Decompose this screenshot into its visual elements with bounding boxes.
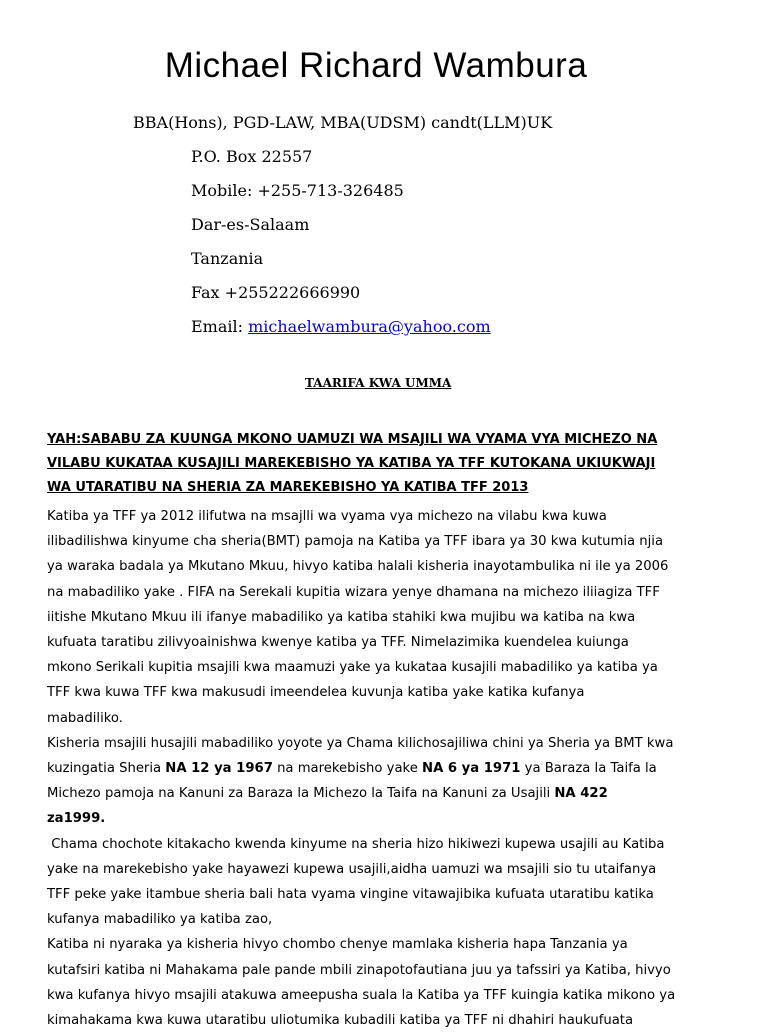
law-reference: za1999. [47,811,106,827]
text-line: Chama chochote kitakacho kwenda kinyume na sheria hizo hikiwezi kupewa usajili au Katiba [47,836,665,852]
text-line [47,806,737,831]
text-line: kufanya mabadiliko ya katiba zao, [47,912,273,928]
mobile-number: Mobile: +255-713-326485 [191,181,404,200]
qualifications: BBA(Hons), PGD-LAW, MBA(UDSM) candt(LLM)UK [133,113,553,132]
po-box: P.O. Box 22557 [191,147,313,166]
email-label: Email: [191,317,249,336]
text-line [47,756,737,781]
text-line: mkono Serikali kupitia msajili kwa maamuzi yake ya kukataa kusajili mabadiliko ya katiba ya [47,660,658,676]
text-line: ilibadilishwa kinyume cha sheria(BMT) pamoja na Katiba ya TFF ibara ya 30 kwa kutumia njia [47,534,664,550]
text-line: yake na marekebisho yake hayawezi kupewa usajili,aidha uamuzi wa msajili sio tu utaifanya [47,861,657,877]
notice-title: TAARIFA KWA UMMA [305,376,452,390]
law-reference: NA 422 [554,786,608,802]
subject-line: VILABU KUKATAA KUSAJILI MAREKEBISHO YA KATIBA YA TFF KUTOKANA UKIUKWAJI [47,456,656,471]
email-link[interactable]: michaelwambura@yahoo.com [248,317,491,336]
paragraph-1 [47,504,737,731]
email-line [191,317,491,336]
body-text [47,504,737,1033]
city: Dar-es-Salaam [191,215,310,234]
text-line: kimahakama kwa kuwa utaratibu uliotumika kubadili katiba ya TFF ni dhahiri haukufuata [47,1013,634,1029]
text-line: na mabadiliko yake . FIFA na Serekali kupitia wizara yenye dhamana na michezo iliiagiza TFF [47,584,660,600]
text-run: kuzingatia Sheria [47,761,166,777]
text-line: kwa kufanya hivyo msajili atakuwa ameepusha suala la Katiba ya TFF kuingia katika mikono ya [47,987,676,1003]
subject-heading [47,428,737,500]
text-line: ya waraka badala ya Mkutano Mkuu, hivyo katiba halali kisheria inayotambulika ni ile ya 2006 [47,559,669,575]
author-name: Michael Richard Wambura [164,46,588,85]
text-line: kutafsiri katiba ni Mahakama pale pande mbili zinapotofautiana juu ya tafssiri ya Katiba, hivyo [47,962,671,978]
text-line: Kisheria msajili husajili mabadiliko yoyote ya Chama kilichosajiliwa chini ya Sheria ya BMT kwa [47,735,674,751]
text-run: na marekebisho yake [272,761,423,777]
paragraph-4 [47,932,737,1033]
paragraph-3 [47,832,737,933]
text-line: TFF peke yake itambue sheria bali hata vyama vingine vitawajibika kufuata utaratibu katika [47,887,654,903]
text-line: mabadiliko. [47,710,123,726]
fax-number: Fax +255222666990 [191,283,361,302]
text-line: TFF kwa kuwa TFF kwa makusudi imeendelea kuvunja katiba yake katika kufanya [47,685,585,701]
text-line: Katiba ya TFF ya 2012 ilifutwa na msajlli wa vyama vya michezo na vilabu kwa kuwa [47,509,607,524]
law-reference: NA 6 ya 1971 [422,761,521,777]
subject-line: YAH:SABABU ZA KUUNGA MKONO UAMUZI WA MSAJILI WA VYAMA VYA MICHEZO NA [47,432,658,447]
text-line: iitishe Mkutano Mkuu ili ifanye mabadiliko ya katiba stahiki kwa mujibu wa katiba na kwa [47,609,636,625]
paragraph-2 [47,731,737,832]
text-run: Michezo pamoja na Kanuni za Baraza la Michezo la Taifa na Kanuni za Usajili [47,786,555,802]
subject-line: WA UTARATIBU NA SHERIA ZA MAREKEBISHO YA KATIBA TFF 2013 [47,480,529,495]
text-run: ya Baraza la Taifa la [520,761,657,777]
text-line: kufuata taratibu zilivyoainishwa kwenye katiba ya TFF. Nimelazimika kuendelea kuiunga [47,635,629,651]
text-line [47,781,737,806]
text-line: Katiba ni nyaraka ya kisheria hivyo chombo chenye mamlaka kisheria hapa Tanzania ya [47,937,628,953]
country: Tanzania [191,249,264,268]
law-reference: NA 12 ya 1967 [165,761,273,777]
